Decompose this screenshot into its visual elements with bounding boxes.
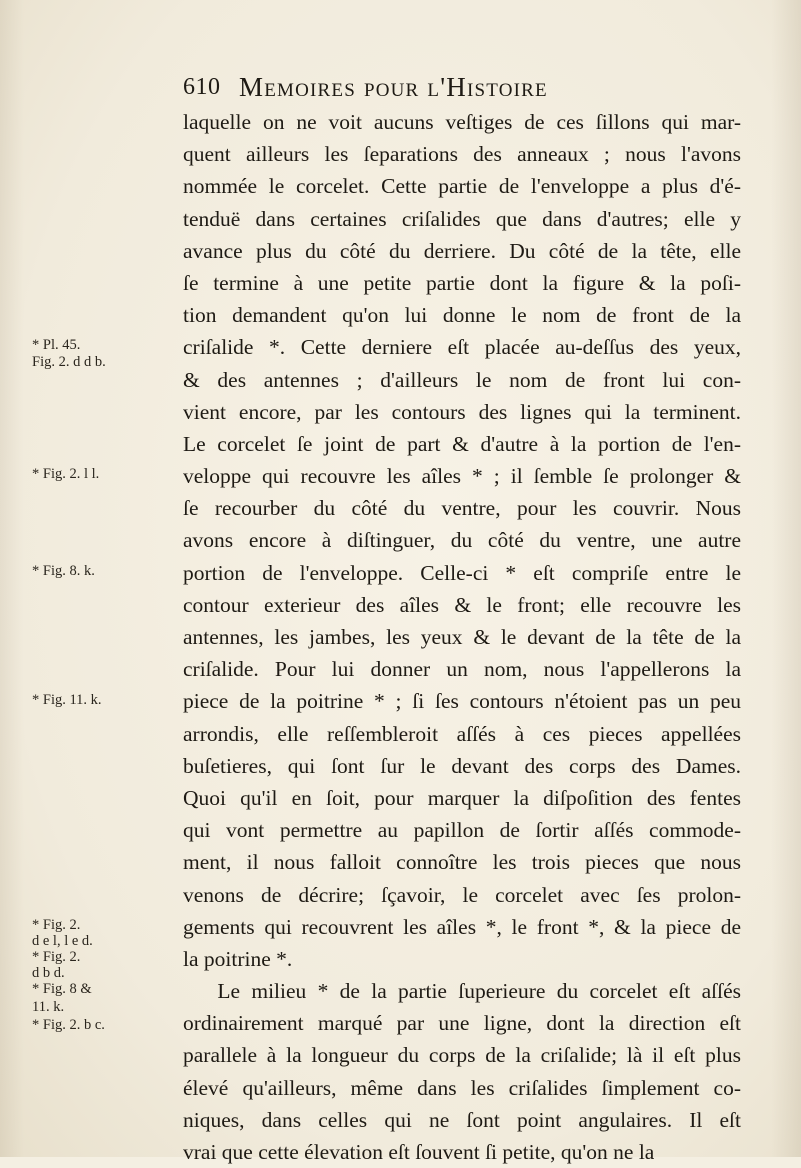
page-edge-shadow [771, 0, 801, 1157]
text-line: ordinairement marqué par une ligne, dont la direction eſt [183, 1011, 741, 1036]
text-line: ment, il nous falloit connoître les trois pieces que nous [183, 850, 741, 875]
text-line: Quoi qu'il en ſoit, pour marquer la diſpoſition des fentes [183, 785, 741, 810]
body-text [183, 106, 741, 1168]
margin-note: * Fig. 2. [32, 949, 81, 966]
text-line: la poitrine *. [183, 946, 293, 971]
text-line: portion de l'enveloppe. Celle-ci * eſt compriſe entre le [183, 560, 741, 585]
text-line: venons de décrire; ſçavoir, le corcelet avec ſes prolon- [183, 882, 741, 907]
text-line: vient encore, par les contours des lignes qui la terminent. [183, 399, 741, 424]
page-number: 610 [183, 74, 221, 100]
page-header [183, 72, 743, 106]
text-line: vrai que cette élevation eſt ſouvent ſi petite, qu'on ne la [183, 1140, 655, 1164]
text-line: Le corcelet ſe joint de part & d'autre à la portion de l'en- [183, 431, 741, 456]
text-line: tion demandent qu'on lui donne le nom de front de la [183, 303, 741, 328]
text-line: antennes, les jambes, les yeux & le devant de la tête de la [183, 625, 741, 649]
text-line: ſe recourber du côté du ventre, pour les couvrir. Nous [183, 496, 741, 521]
text-line: élevé qu'ailleurs, même dans les criſalides ſimplement co- [183, 1075, 741, 1100]
text-line: qui vont permettre au papillon de ſortir aſſés commode- [183, 818, 741, 843]
text-line: veloppe qui recouvre les aîles * ; il ſemble ſe prolonger & [183, 464, 741, 489]
text-line: gements qui recouvrent les aîles *, le front *, & la piece de [183, 914, 741, 939]
text-line: criſalide. Pour lui donner un nom, nous l'appellerons la [183, 657, 741, 682]
margin-note: Fig. 2. d d b. [32, 353, 106, 370]
margin-note: * Pl. 45. [32, 337, 81, 354]
text-line: avons encore à diſtinguer, du côté du ventre, une autre [183, 528, 741, 553]
text-line: niques, dans celles qui ne ſont point angulaires. Il eſt [183, 1107, 741, 1132]
text-line: contour exterieur des aîles & le front; elle recouvre les [183, 592, 741, 617]
text-line: laquelle on ne voit aucuns veſtiges de ces ſillons qui mar- [183, 110, 741, 134]
text-line: avance plus du côté du derriere. Du côté de la tête, elle [183, 238, 741, 263]
margin-note: d b d. [32, 965, 65, 982]
text-line: quent ailleurs les ſeparations des anneaux ; nous l'avons [183, 142, 741, 167]
text-line: criſalide *. Cette derniere eſt placée au-deſſus des yeux, [183, 335, 741, 360]
margin-note: * Fig. 11. k. [32, 691, 102, 708]
text-line: Le milieu * de la partie ſuperieure du corcelet eſt aſſés [217, 979, 741, 1004]
text-line: nommée le corcelet. Cette partie de l'enveloppe a plus d'é- [183, 174, 741, 199]
margin-note: * Fig. 2. [32, 917, 81, 933]
margin-note: * Fig. 8 & [32, 981, 92, 998]
text-line: tenduë dans certaines criſalides que dans d'autres; elle y [183, 206, 741, 231]
text-line: buſetieres, qui ſont ſur le devant des corps des Dames. [183, 753, 741, 778]
margin-notes [0, 0, 180, 1157]
text-line: arrondis, elle reſſembleroit aſſés à ces pieces appellées [183, 721, 741, 746]
margin-note: * Fig. 2. l l. [32, 466, 100, 483]
running-title: Memoires pour l'Histoire [239, 72, 548, 102]
margin-note: d e l, l e d. [32, 933, 93, 950]
margin-note: * Fig. 2. b c. [32, 1016, 105, 1033]
margin-note: 11. k. [32, 999, 65, 1016]
margin-note: * Fig. 8. k. [32, 562, 95, 579]
text-line: parallele à la longueur du corps de la criſalide; là il eſt plus [183, 1043, 741, 1068]
text-line: ſe termine à une petite partie dont la figure & la poſi- [183, 270, 741, 295]
text-line: piece de la poitrine * ; ſi ſes contours n'étoient pas un peu [183, 689, 741, 714]
text-line: & des antennes ; d'ailleurs le nom de front lui con- [183, 367, 741, 392]
